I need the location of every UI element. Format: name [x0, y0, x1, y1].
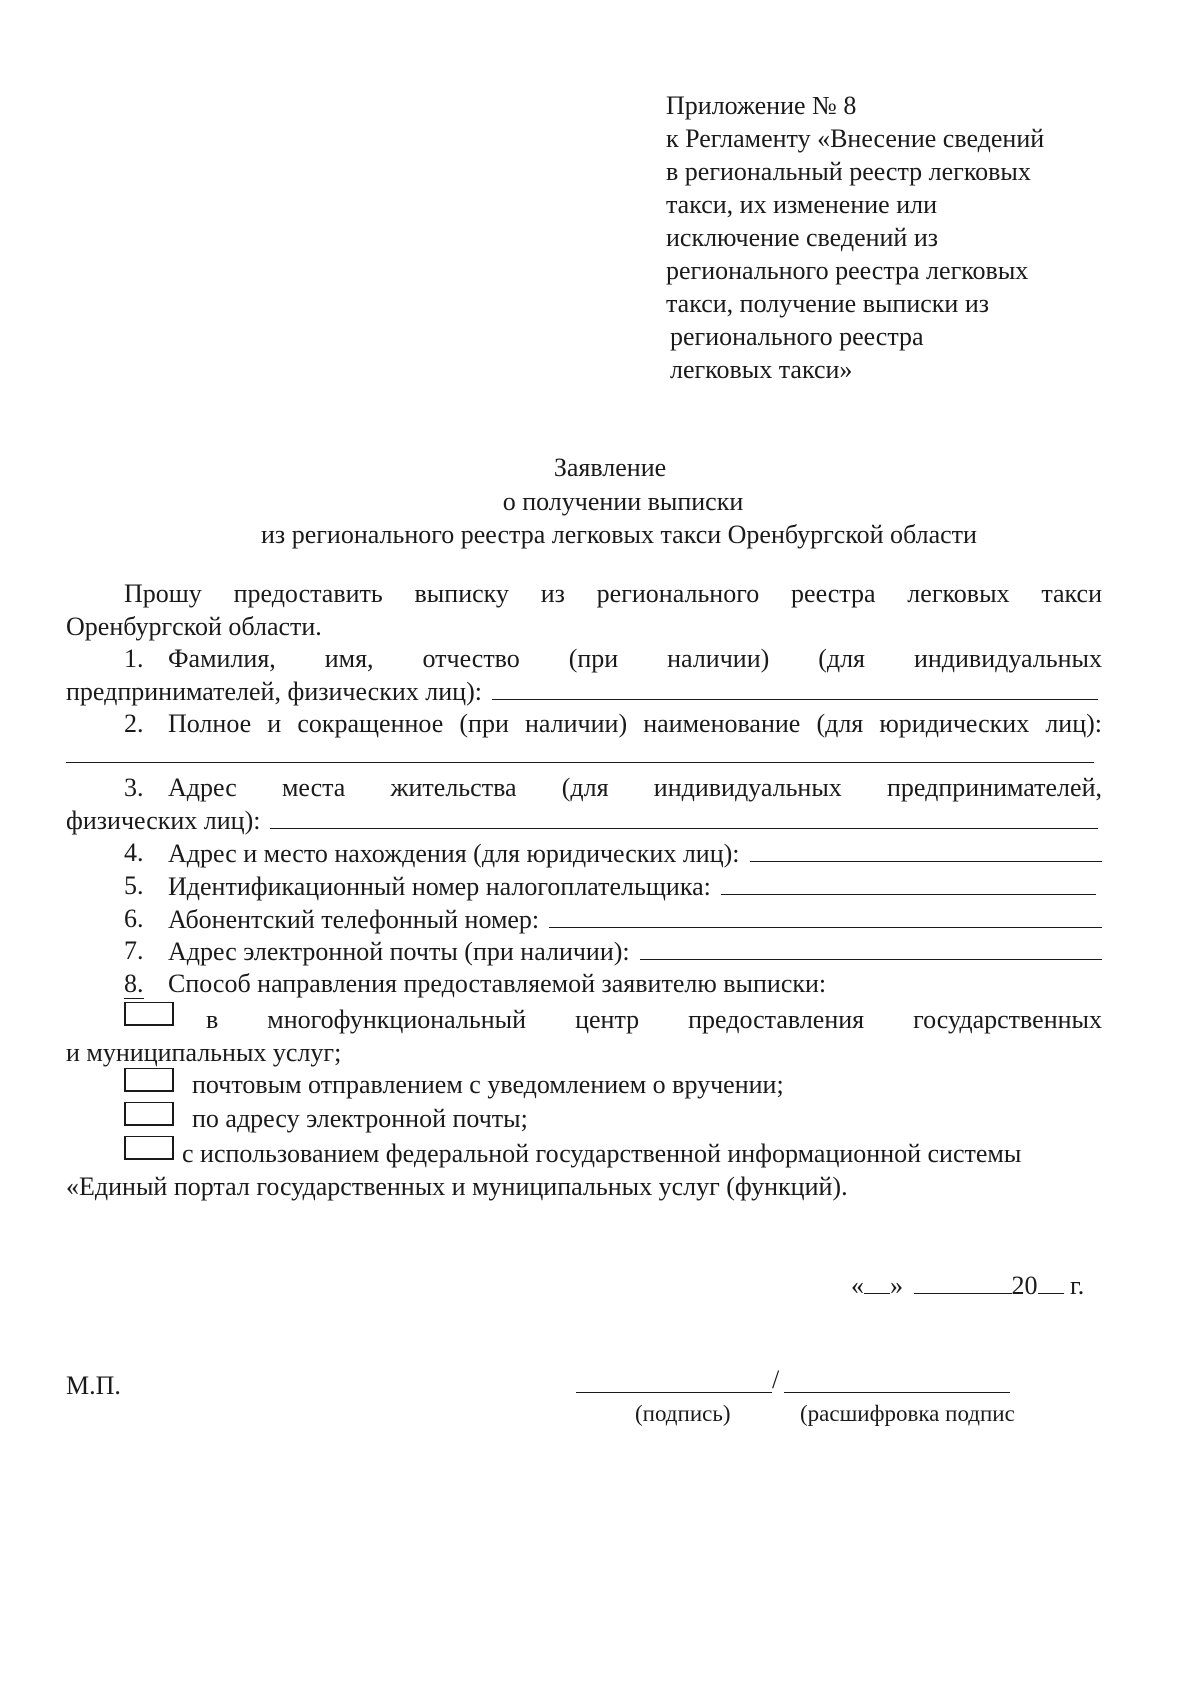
- appendix-line: Приложение № 8: [666, 91, 857, 120]
- input-line[interactable]: [492, 675, 1098, 700]
- year-suffix: г.: [1070, 1271, 1085, 1300]
- item-number: 8.: [124, 969, 144, 998]
- title-line: Заявление: [553, 453, 667, 482]
- checkbox-mfc[interactable]: [124, 1002, 174, 1026]
- checkbox-gosuslugi[interactable]: [124, 1136, 174, 1160]
- item-text: Фамилия, имя, отчество (при наличии) (для индивидуальных: [168, 644, 1102, 673]
- signature-decode-input-line[interactable]: [784, 1392, 1010, 1393]
- item-text: Полное и сокращенное (при наличии) наименование (для юридических лиц):: [168, 709, 1102, 738]
- option-text: почтовым отправлением с уведомлением о вручении;: [192, 1070, 784, 1099]
- appendix-line: легковых такси»: [670, 355, 853, 384]
- appendix-line: исключение сведений из: [666, 223, 939, 252]
- item-number: 3.: [124, 773, 144, 802]
- item-number: 4.: [124, 838, 144, 867]
- input-line[interactable]: [721, 870, 1096, 895]
- title-line: из регионального реестра легковых такси Оренбургской области: [261, 520, 977, 549]
- input-line[interactable]: [270, 804, 1098, 829]
- org-name-input-line[interactable]: [66, 762, 1094, 763]
- month-input[interactable]: [914, 1271, 1012, 1294]
- appendix-line: такси, их изменение или: [666, 190, 938, 219]
- phone-field[interactable]: [168, 903, 1102, 936]
- appendix-line: такси, получение выписки из: [666, 289, 990, 318]
- item-number: 5.: [124, 871, 144, 900]
- appendix-line: регионального реестра легковых: [666, 256, 1029, 285]
- signature-input-line[interactable]: [576, 1392, 772, 1393]
- item-text: Адрес электронной почты (при наличии):: [168, 937, 630, 966]
- input-line[interactable]: [750, 837, 1102, 862]
- full-name-field[interactable]: [66, 675, 1098, 708]
- year-prefix: 20: [1011, 1271, 1038, 1300]
- day-input[interactable]: [864, 1271, 890, 1294]
- item-text: Идентификационный номер налогоплательщика:: [168, 872, 711, 901]
- year-input[interactable]: [1038, 1271, 1064, 1294]
- item-text: Абонентский телефонный номер:: [168, 905, 540, 934]
- option-text: по адресу электронной почты;: [192, 1104, 528, 1133]
- title-line: о получении выписки: [502, 487, 744, 516]
- residence-address-field[interactable]: [66, 804, 1098, 837]
- inn-field[interactable]: [168, 870, 1096, 903]
- checkbox-email[interactable]: [124, 1102, 174, 1126]
- appendix-line: к Регламенту «Внесение сведений: [666, 124, 1045, 153]
- date-line[interactable]: [851, 1270, 1084, 1302]
- item-text: Адрес места жительства (для индивидуальных предпринимателей,: [168, 773, 1102, 802]
- item-number: 2.: [124, 709, 144, 738]
- option-text: с использованием федеральной государственной информационной системы: [182, 1139, 1022, 1168]
- date-close-quote: »: [890, 1271, 903, 1300]
- item-text: Адрес и место нахождения (для юридических лиц):: [168, 839, 740, 868]
- appendix-line: регионального реестра: [670, 322, 924, 351]
- signature-separator: /: [772, 1365, 780, 1394]
- input-line[interactable]: [549, 903, 1102, 928]
- email-field[interactable]: [168, 935, 1102, 968]
- signature-label: (подпись): [635, 1401, 731, 1426]
- date-open-quote: «: [851, 1271, 864, 1300]
- option-text: в многофункциональный центр предоставления государственных: [206, 1005, 1102, 1034]
- legal-address-field[interactable]: [168, 837, 1102, 870]
- item-text: предпринимателей, физических лиц):: [66, 677, 482, 706]
- option-text: и муниципальных услуг;: [66, 1038, 342, 1067]
- signature-decode-label: (расшифровка подпис: [800, 1401, 1015, 1426]
- checkbox-post[interactable]: [124, 1068, 174, 1092]
- stamp-label: М.П.: [66, 1371, 121, 1400]
- intro-line: Оренбургской области.: [66, 612, 322, 641]
- appendix-line: в региональный реестр легковых: [666, 157, 1031, 186]
- intro-line: Прошу предоставить выписку из регионального реестра легковых такси: [124, 579, 1102, 608]
- option-text: «Единый портал государственных и муниципальных услуг (функций).: [66, 1172, 848, 1201]
- input-line[interactable]: [640, 935, 1102, 960]
- item-number: 1.: [124, 644, 144, 673]
- item-number: 7.: [124, 936, 144, 965]
- item-text: физических лиц):: [66, 806, 261, 835]
- item-number: 6.: [124, 904, 144, 933]
- item-text: Способ направления предоставляемой заявителю выписки:: [168, 969, 827, 998]
